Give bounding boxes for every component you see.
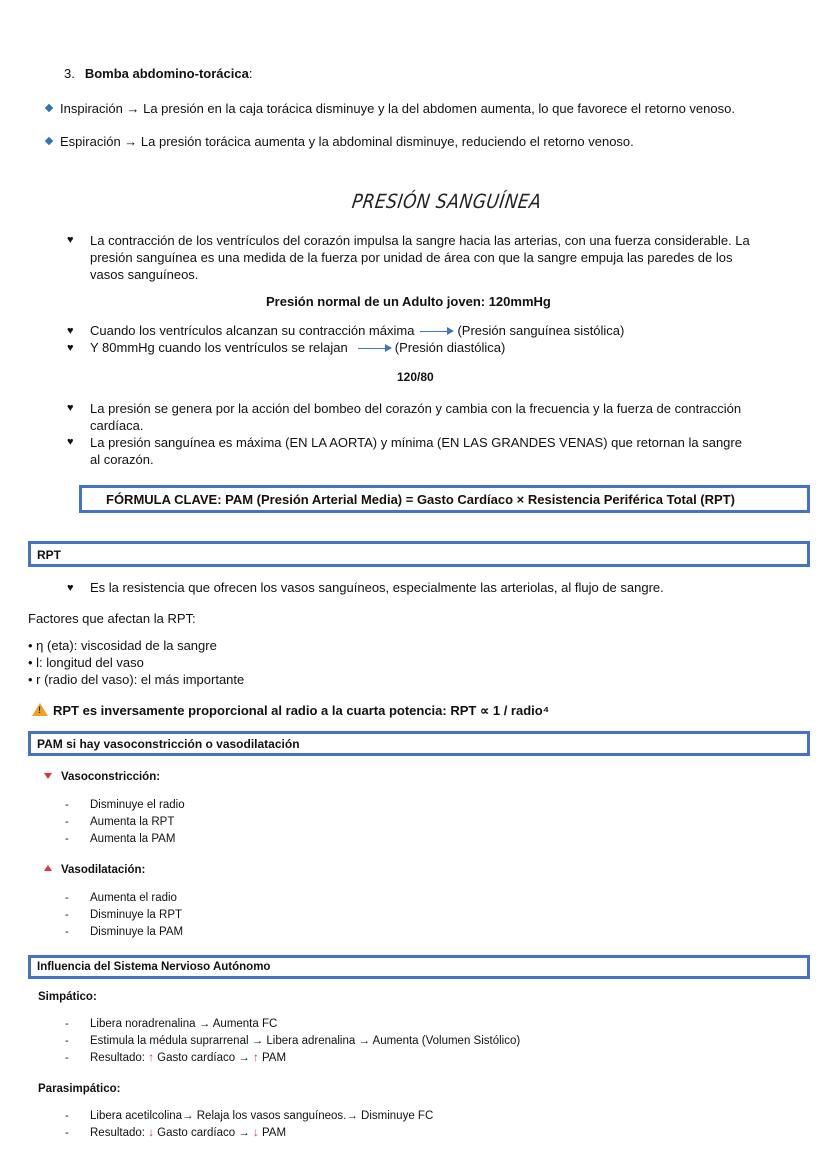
list-item: • l: longitud del vaso	[28, 655, 144, 670]
warning-icon	[32, 703, 48, 716]
sistolica-line: Cuando los ventrículos alcanzan su contracción máxima (Presión sanguínea sistólica)	[90, 323, 625, 338]
list-item: Disminuye el radio	[90, 799, 185, 811]
diastolica-line: Y 80mmHg cuando los ventrículos se relajan (Presión diastólica)	[90, 340, 506, 355]
list-item: Aumenta la RPT	[90, 816, 175, 828]
arrow-right-icon	[358, 345, 392, 353]
pam-vaso-section-header: PAM si hay vasoconstricción o vasodilatación	[28, 731, 810, 756]
dash-bullet: -	[65, 1110, 69, 1122]
list-item: Inspiración → La presión en la caja torácica disminuye y la del abdomen aumenta, lo que favorece el retorno venoso.	[46, 101, 735, 116]
heart-bullet-icon: ♥	[67, 234, 74, 246]
rpt-section-header: RPT	[28, 541, 810, 567]
dash-bullet: -	[65, 799, 69, 811]
arrow-down-icon: ↓	[253, 1127, 259, 1139]
dash-bullet: -	[65, 1127, 69, 1139]
heart-bullet-icon: ♥	[67, 582, 74, 594]
bomba-heading: 3. Bomba abdomino-torácica:	[64, 66, 253, 81]
simpatico-result: Resultado: ↑ Gasto cardíaco → ↑ PAM	[90, 1052, 287, 1064]
rpt-warning: !RPT es inversamente proporcional al radio a la cuarta potencia: RPT ∝ 1 / radio⁴	[32, 702, 549, 719]
vasoconstriccion-label: Vasoconstricción:	[44, 771, 160, 783]
maxmin-paragraph: La presión sanguínea es máxima (EN LA AORTA) y mínima (EN LAS GRANDES VENAS) que retornan la sangre al corazón.	[90, 435, 742, 467]
list-item: Estimula la médula suprarrenal → Libera adrenalina → Aumenta (Volumen Sistólico)	[90, 1035, 521, 1047]
diamond-bullet-icon	[45, 137, 53, 145]
arrow-right-icon	[420, 328, 454, 336]
arrow-down-icon: ↓	[148, 1127, 154, 1139]
dash-bullet: -	[65, 909, 69, 921]
dash-bullet: -	[65, 1035, 69, 1047]
heart-bullet-icon: ♥	[67, 402, 74, 414]
rpt-definition: Es la resistencia que ofrecen los vasos sanguíneos, especialmente las arteriolas, al flujo de sangre.	[90, 580, 664, 595]
list-item: Libera noradrenalina → Aumenta FC	[90, 1018, 278, 1030]
bombeo-paragraph: La presión se genera por la acción del bombeo del corazón y cambia con la frecuencia y la fuerza de contracción cardíaca.	[90, 401, 742, 433]
list-item: Disminuye la PAM	[90, 926, 184, 938]
heart-bullet-icon: ♥	[67, 436, 74, 448]
dash-bullet: -	[65, 926, 69, 938]
arrow-up-icon: ↑	[253, 1052, 259, 1064]
triangle-up-icon	[44, 865, 52, 871]
arrow-up-icon: ↑	[148, 1052, 154, 1064]
list-item: Aumenta la PAM	[90, 833, 176, 845]
list-number: 3.	[64, 66, 75, 81]
factores-list	[28, 637, 244, 688]
list-item: • η (eta): viscosidad de la sangre	[28, 638, 217, 653]
normal-pressure: Presión normal de un Adulto joven: 120mmHg	[266, 294, 551, 309]
pressure-ratio: 120/80	[397, 370, 434, 384]
diamond-bullet-icon	[45, 104, 53, 112]
list-item: Disminuye la RPT	[90, 909, 183, 921]
intro-paragraph: La contracción de los ventrículos del corazón impulsa la sangre hacia las arterias, con una fuerza considerable. La presión sanguínea es una medida de la fuerza por unidad de área con que la sangre empuja las paredes de los vasos sanguíneos.	[90, 233, 750, 282]
formula-text: FÓRMULA CLAVE: PAM (Presión Arterial Media) = Gasto Cardíaco × Resistencia Periférica Total (RPT)	[106, 492, 735, 507]
bomba-title: Bomba abdomino-torácica	[84, 66, 249, 81]
dash-bullet: -	[65, 1052, 69, 1064]
parasimpatico-result: Resultado: ↓ Gasto cardíaco → ↓ PAM	[90, 1127, 287, 1139]
triangle-down-icon	[44, 773, 52, 779]
list-item: Espiración → La presión torácica aumenta y la abdominal disminuye, reduciendo el retorno venoso.	[46, 134, 634, 149]
simpatico-label: Simpático:	[38, 991, 97, 1003]
factores-label: Factores que afectan la RPT:	[28, 611, 196, 626]
list-item: Aumenta el radio	[90, 892, 177, 904]
list-item: • r (radio del vaso): el más importante	[28, 672, 245, 687]
formula-box	[79, 485, 810, 513]
dash-bullet: -	[65, 833, 69, 845]
dash-bullet: -	[65, 816, 69, 828]
dash-bullet: -	[65, 892, 69, 904]
heart-bullet-icon: ♥	[67, 325, 74, 337]
sna-section-header: Influencia del Sistema Nervioso Autónomo	[28, 955, 810, 979]
vasodilatacion-label: Vasodilatación:	[44, 864, 145, 876]
heart-bullet-icon: ♥	[67, 342, 74, 354]
dash-bullet: -	[65, 1018, 69, 1030]
list-item: Libera acetilcolina→ Relaja los vasos sanguíneos.→ Disminuye FC	[90, 1110, 434, 1122]
page-title: PRESIÓN SANGUÍNEA	[350, 190, 544, 214]
parasimpatico-label: Parasimpático:	[38, 1083, 121, 1095]
